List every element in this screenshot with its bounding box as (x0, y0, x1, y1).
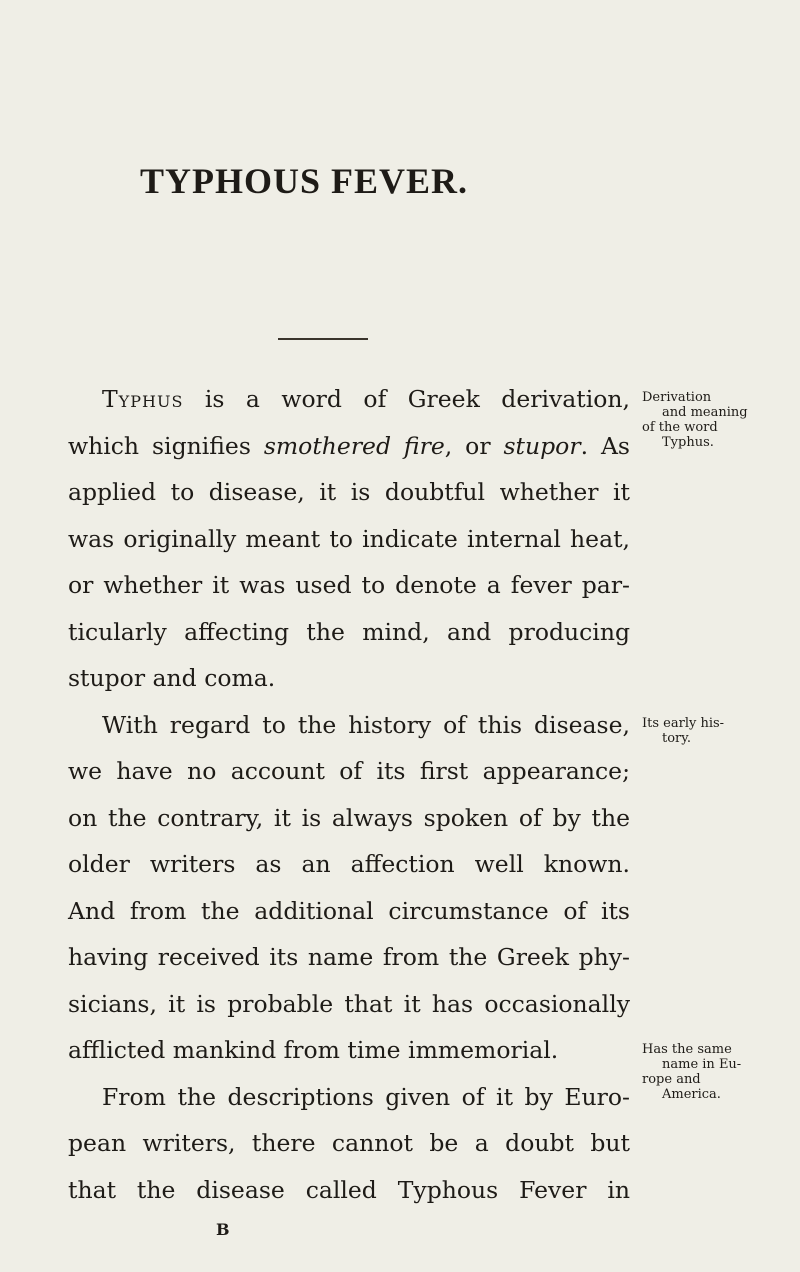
margin-note-line: tory. (662, 731, 692, 746)
text-line: From the descriptions given of it by Euro- (102, 1082, 630, 1111)
text-line: we have no account of its first appearance; (68, 757, 630, 785)
margin-note-line: America. (662, 1087, 721, 1102)
italic-term: smothered fire (263, 431, 445, 460)
margin-note-line: Typhus. (662, 435, 714, 450)
text-line: was originally meant to indicate internal heat, (68, 524, 630, 553)
text-line (68, 376, 630, 423)
text-line: sicians, it is probable that it has occasionally (68, 989, 630, 1018)
text-line: older writers as an affection well known. (68, 850, 630, 878)
margin-note-line: name in Eu- (662, 1057, 742, 1072)
margin-note-line: of the word (642, 420, 718, 435)
text-line: or whether it was used to denote a fever par- (68, 571, 630, 599)
chapter-title: TYPHOUS FEVER. (139, 161, 469, 201)
text-line: afflicted mankind from time immemorial. (68, 1036, 559, 1064)
text-line: With regard to the history of this disease, (102, 710, 630, 739)
margin-note-line: and meaning (662, 405, 748, 420)
margin-note-history (642, 716, 798, 746)
margin-note-same-name (642, 1042, 798, 1102)
text-line: pean writers, there cannot be a doubt but (68, 1129, 630, 1157)
text-line: ticularly affecting the mind, and producing (68, 617, 630, 646)
text-line: having received its name from the Greek phy- (68, 943, 630, 971)
text-run: is a word of Greek derivation, (183, 385, 630, 413)
text-line: stupor and coma. (68, 664, 276, 692)
text-line: applied to disease, it is doubtful whether it (68, 478, 630, 506)
text-run: which signifies (68, 431, 264, 460)
text-run: , or (444, 431, 504, 460)
title-divider (278, 338, 368, 340)
lead-word: Typhus (102, 385, 184, 413)
margin-note-line: Its early his- (642, 716, 725, 731)
margin-note-line: Has the same (642, 1042, 732, 1057)
margin-note-line: Derivation (642, 390, 712, 405)
text-line: And from the additional circumstance of its (68, 896, 630, 925)
text-line: that the disease called Typhous Fever in (68, 1175, 630, 1204)
margin-note-line: rope and (642, 1072, 701, 1087)
margin-note-derivation (642, 390, 798, 450)
text-line (68, 423, 630, 470)
text-run: . As (580, 431, 630, 460)
signature-mark: B (216, 1220, 230, 1239)
text-line: on the contrary, it is always spoken of by the (68, 803, 630, 832)
body-text (68, 376, 630, 1213)
italic-term: stupor (503, 431, 581, 460)
